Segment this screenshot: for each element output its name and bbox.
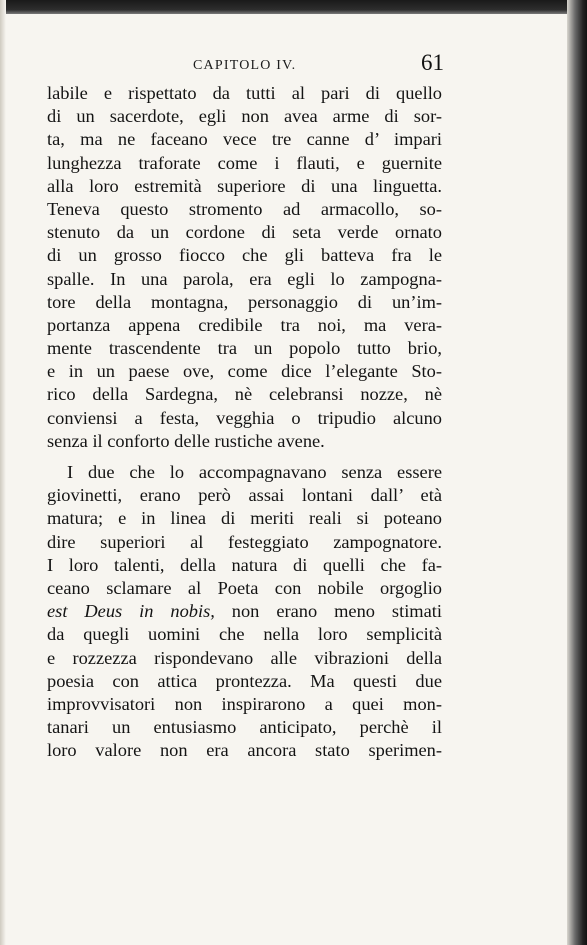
body-text (47, 82, 442, 762)
text-line: e rozzezza rispondevano alle vibrazioni della (47, 647, 442, 668)
text-line: ceano sclamare al Poeta con nobile orgoglio (47, 577, 442, 598)
text-line: portanza appena credibile tra noi, ma vera- (47, 314, 442, 335)
paragraph-1 (47, 82, 442, 453)
text-line: e in un paese ove, come dice l’elegante Sto- (47, 361, 442, 382)
text-line: lunghezza traforate come i flauti, e guernite (47, 152, 442, 173)
text-line: improvvisatori non inspirarono a quei mon- (47, 693, 442, 714)
text-line: giovinetti, erano però assai lontani dall’ età (47, 485, 442, 506)
text-line: labile e rispettato da tutti al pari di quello (47, 83, 442, 103)
text-line: matura; e in linea di meriti reali si poteano (47, 508, 442, 529)
text-line: dire superiori al festeggiato zampognatore. (47, 531, 442, 552)
text-line: di un sacerdote, egli non avea arme di sor- (47, 106, 442, 127)
running-head: CAPITOLO IV. (193, 58, 297, 73)
text-line-with-italic (47, 600, 442, 623)
text-line: senza il conforto delle rustiche avene. (47, 430, 325, 451)
text-line: rico della Sardegna, nè celebransi nozze, nè (47, 384, 442, 405)
scan-left-edge (0, 0, 6, 945)
text-line: ta, ma ne faceano vece tre canne d’ impari (47, 129, 442, 150)
text-line: loro valore non era ancora stato sperimen- (47, 740, 442, 761)
text-line: poesia con attica prontezza. Ma questi due (47, 670, 442, 691)
text-line: alla loro estremità superiore di una linguetta. (47, 175, 442, 196)
text-line: spalle. In una parola, era egli lo zampogna- (47, 268, 442, 289)
paragraph-gap (47, 453, 442, 461)
paragraph-2 (47, 461, 442, 762)
text-line: tanari un entusiasmo anticipato, perchè il (47, 717, 442, 738)
text-line: conviensi a festa, vegghia o tripudio alcuno (47, 407, 442, 428)
text-line: stenuto da un cordone di seta verde ornato (47, 222, 442, 243)
latin-quote: est Deus in nobis, (47, 601, 215, 622)
text-fragment: non erano meno stimati (214, 601, 442, 622)
text-line: tore della montagna, personaggio di un’im- (47, 291, 442, 312)
scan-top-edge (0, 0, 587, 14)
text-line: I loro talenti, della natura di quelli che fa- (47, 554, 442, 575)
page-number: 61 (421, 50, 444, 75)
text-line: mente trascendente tra un popolo tutto brio, (47, 338, 442, 359)
scan-right-edge (567, 0, 587, 945)
text-line: di un grosso fiocco che gli batteva fra le (47, 245, 442, 266)
text-line: I due che lo accompagnavano senza essere (67, 462, 442, 482)
text-line: da quegli uomini che nella loro semplicità (47, 624, 442, 645)
text-line: Teneva questo stromento ad armacollo, so- (47, 198, 442, 219)
